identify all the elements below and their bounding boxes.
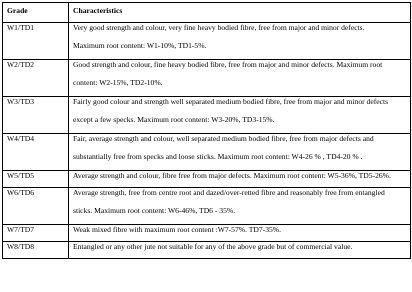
characteristics-line: content: W2-15%, TD2-10%.: [73, 78, 163, 87]
grade-cell: W3/TD3: [3, 97, 69, 134]
grade-cell: W6/TD6: [3, 188, 69, 225]
table-row: [3, 60, 411, 97]
grade-cell: W8/TD8: [3, 242, 69, 259]
grade-cell: W7/TD7: [3, 225, 69, 242]
header-grade: Grade: [3, 3, 69, 23]
characteristics-line: Good strength and colour, fine heavy bodied fibre, free from major and minor defects. Maximum root: [73, 60, 383, 69]
characteristics-line: except a few specks. Maximum root content: W3-20%, TD3-15%.: [73, 115, 275, 124]
characteristics-cell: [69, 188, 411, 225]
characteristics-line: Maximum root content: W1-10%, TD1-5%.: [73, 41, 207, 50]
header-characteristics: Characteristics: [69, 3, 411, 23]
table-header-row: [3, 3, 411, 23]
table-row: [3, 97, 411, 134]
characteristics-line: Average strength, free from centre root and dazed/over-retted fibre and reasonably free from entangled: [73, 188, 385, 197]
grade-cell: W1/TD1: [3, 23, 69, 60]
characteristics-cell: [69, 134, 411, 171]
grade-cell: W5/TD5: [3, 171, 69, 188]
characteristics-line: Weak mixed fibre with maximum root content :W7-57%. TD7-35%.: [73, 225, 282, 234]
table-row: [3, 225, 411, 242]
characteristics-line: Very good strength and colour, very fine heavy bodied fibre, free from major and minor defects.: [73, 23, 365, 32]
grade-cell: W4/TD4: [3, 134, 69, 171]
jute-grade-table: [2, 2, 411, 259]
table-row: [3, 242, 411, 259]
characteristics-cell: [69, 171, 411, 188]
characteristics-cell: [69, 242, 411, 259]
characteristics-line: Fairly good colour and strength well separated medium bodied fibre, free from major and minor defects: [73, 97, 389, 106]
grade-cell: W2/TD2: [3, 60, 69, 97]
characteristics-line: sticks. Maximum root content: W6-46%, TD6 - 35%.: [73, 206, 236, 215]
characteristics-cell: [69, 97, 411, 134]
characteristics-cell: [69, 225, 411, 242]
characteristics-line: substantially free from specks and loose sticks. Maximum root content: W4-26 % , TD4-20 % .: [73, 152, 363, 161]
table-row: [3, 171, 411, 188]
table-row: [3, 23, 411, 60]
table-row: [3, 134, 411, 171]
table-row: [3, 188, 411, 225]
characteristics-cell: [69, 60, 411, 97]
characteristics-line: Average strength and colour, fibre free from major defects. Maximum root content: W5-36%, TD5-26%.: [73, 171, 391, 180]
characteristics-line: Fair, average strength and colour, well separated medium bodied fibre, free from major defects and: [73, 134, 374, 143]
characteristics-line: Entangled or any other jute not suitable for any of the above grade but of commercial value.: [73, 242, 353, 251]
characteristics-cell: [69, 23, 411, 60]
